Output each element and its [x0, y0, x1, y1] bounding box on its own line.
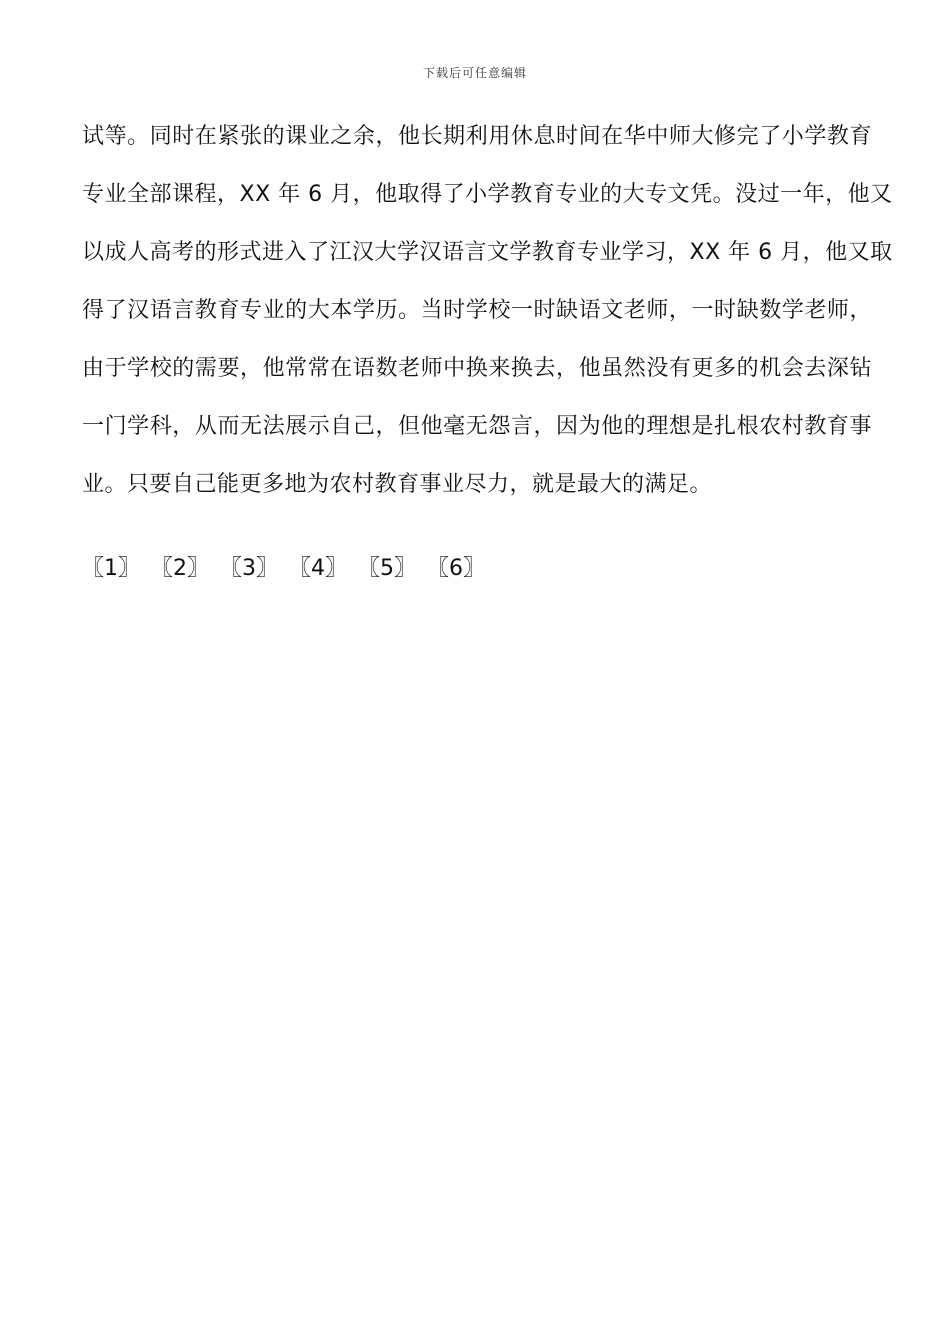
- paragraph-line: 得了汉语言教育专业的大本学历。当时学校一时缺语文老师，一时缺数学老师，: [82, 298, 872, 323]
- page-link-1[interactable]: 〖1〗: [82, 556, 140, 581]
- body-paragraph: [82, 116, 893, 522]
- page-link-5[interactable]: 〖5〗: [358, 556, 416, 581]
- page-header: 下载后可任意编辑: [422, 66, 527, 80]
- page-link-3[interactable]: 〖3〗: [220, 556, 278, 581]
- pagination: [82, 552, 489, 586]
- paragraph-line: 一门学科，从而无法展示自己，但他毫无怨言，因为他的理想是扎根农村教育事: [82, 414, 872, 439]
- page-link-6[interactable]: 〖6〗: [427, 556, 485, 581]
- paragraph-line: 以成人高考的形式进入了江汉大学汉语言文学教育专业学习，XX 年 6 月，他又取: [82, 240, 893, 265]
- page-link-2[interactable]: 〖2〗: [151, 556, 209, 581]
- page-link-4[interactable]: 〖4〗: [289, 556, 347, 581]
- paragraph-line: 专业全部课程，XX 年 6 月，他取得了小学教育专业的大专文凭。没过一年，他又: [82, 182, 893, 207]
- paragraph-line: 由于学校的需要，他常常在语数老师中换来换去，他虽然没有更多的机会去深钻: [82, 356, 872, 381]
- paragraph-line: 试等。同时在紧张的课业之余，他长期利用休息时间在华中师大修完了小学教育: [82, 124, 872, 149]
- paragraph-line: 业。只要自己能更多地为农村教育事业尽力，就是最大的满足。: [82, 472, 713, 497]
